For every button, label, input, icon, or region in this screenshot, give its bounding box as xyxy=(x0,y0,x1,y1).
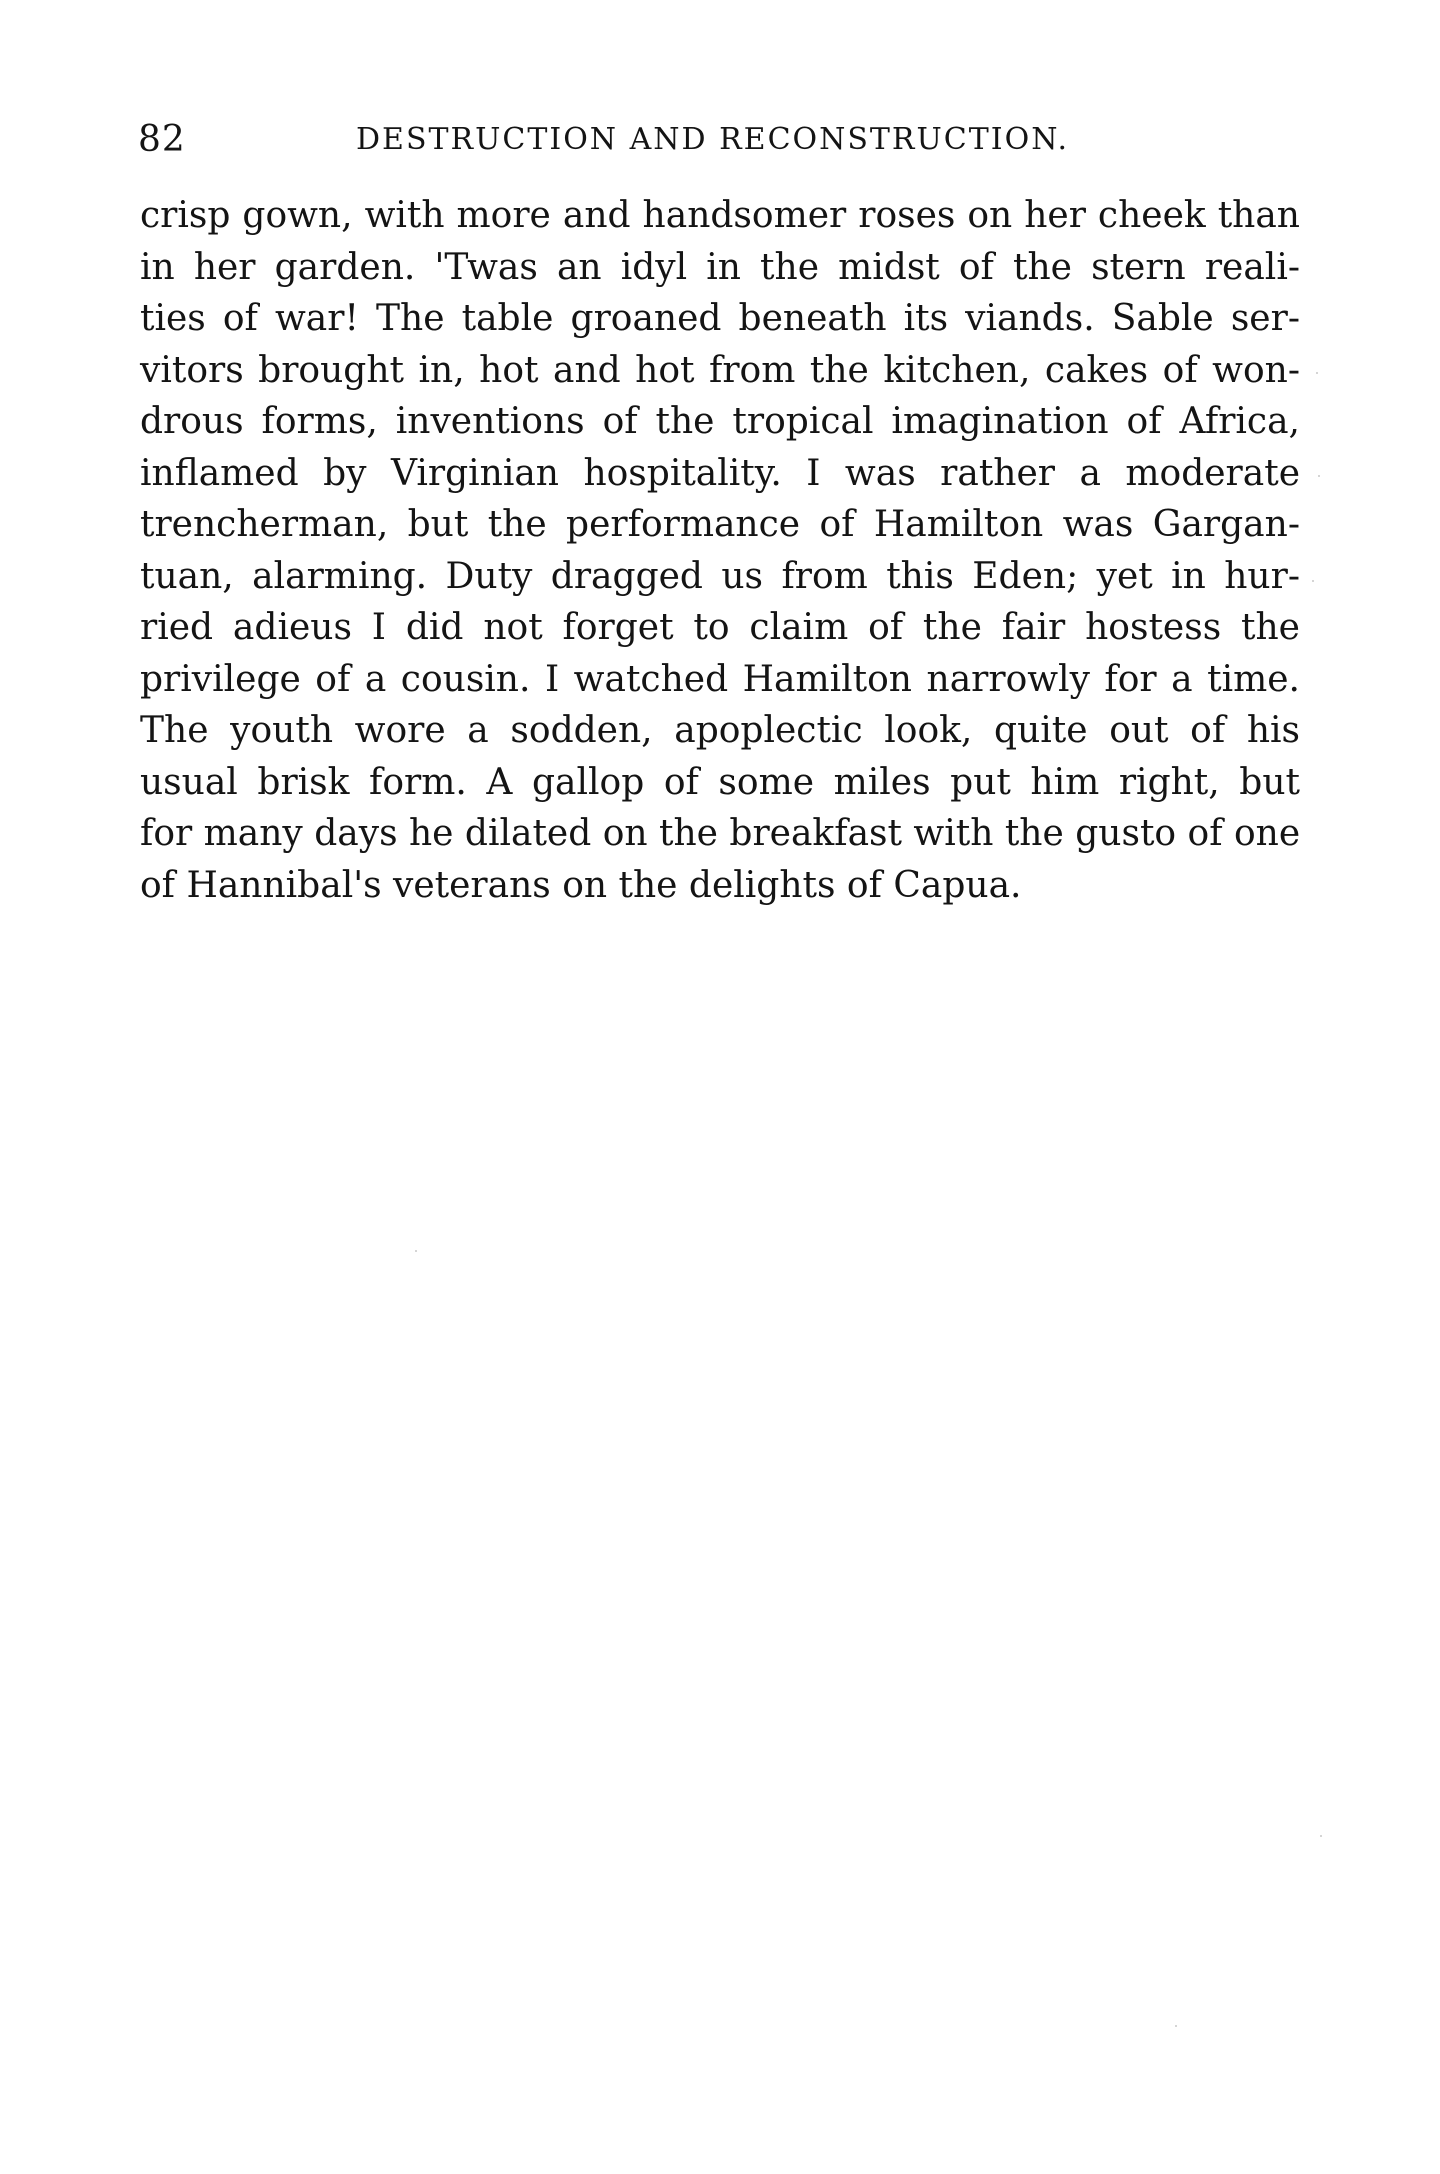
text-line: in her garden. 'Twas an idyl in the midst of the stern reali- xyxy=(140,246,1300,288)
text-line: crisp gown, with more and handsomer roses on her cheek than xyxy=(140,195,1300,236)
scan-speck xyxy=(415,1250,417,1252)
running-title: DESTRUCTION AND RECONSTRUCTION. xyxy=(356,122,1070,157)
scan-speck xyxy=(1320,1835,1322,1837)
text-line: inflamed by Virginian hospitality. I was rather a moderate xyxy=(140,452,1300,494)
text-line: The youth wore a sodden, apoplectic look, quite out of his xyxy=(140,710,1300,751)
text-line: tuan, alarming. Duty dragged us from this Eden; yet in hur- xyxy=(140,555,1300,597)
scan-speck xyxy=(1312,580,1314,582)
text-line: vitors brought in, hot and hot from the kitchen, cakes of won- xyxy=(140,349,1300,391)
text-line: of Hannibal's veterans on the delights of Capua. xyxy=(140,864,1022,906)
scan-speck xyxy=(1318,475,1320,477)
text-line: drous forms, inventions of the tropical imagination of Africa, xyxy=(140,401,1300,442)
scan-speck xyxy=(1316,372,1318,374)
text-line: ried adieus I did not forget to claim of the fair hostess the xyxy=(140,607,1300,648)
text-line: usual brisk form. A gallop of some miles put him right, but xyxy=(140,761,1300,803)
text-line: ties of war! The table groaned beneath its viands. Sable ser- xyxy=(140,298,1300,339)
text-line: trencherman, but the performance of Hamilton was Gargan- xyxy=(140,504,1300,545)
text-line: privilege of a cousin. I watched Hamilton narrowly for a time. xyxy=(140,658,1300,700)
text-line: for many days he dilated on the breakfast with the gusto of one xyxy=(140,813,1301,854)
body-paragraph xyxy=(140,190,1300,911)
page-number: 82 xyxy=(138,119,186,160)
scan-speck xyxy=(1175,2025,1177,2027)
running-head xyxy=(138,118,1298,162)
